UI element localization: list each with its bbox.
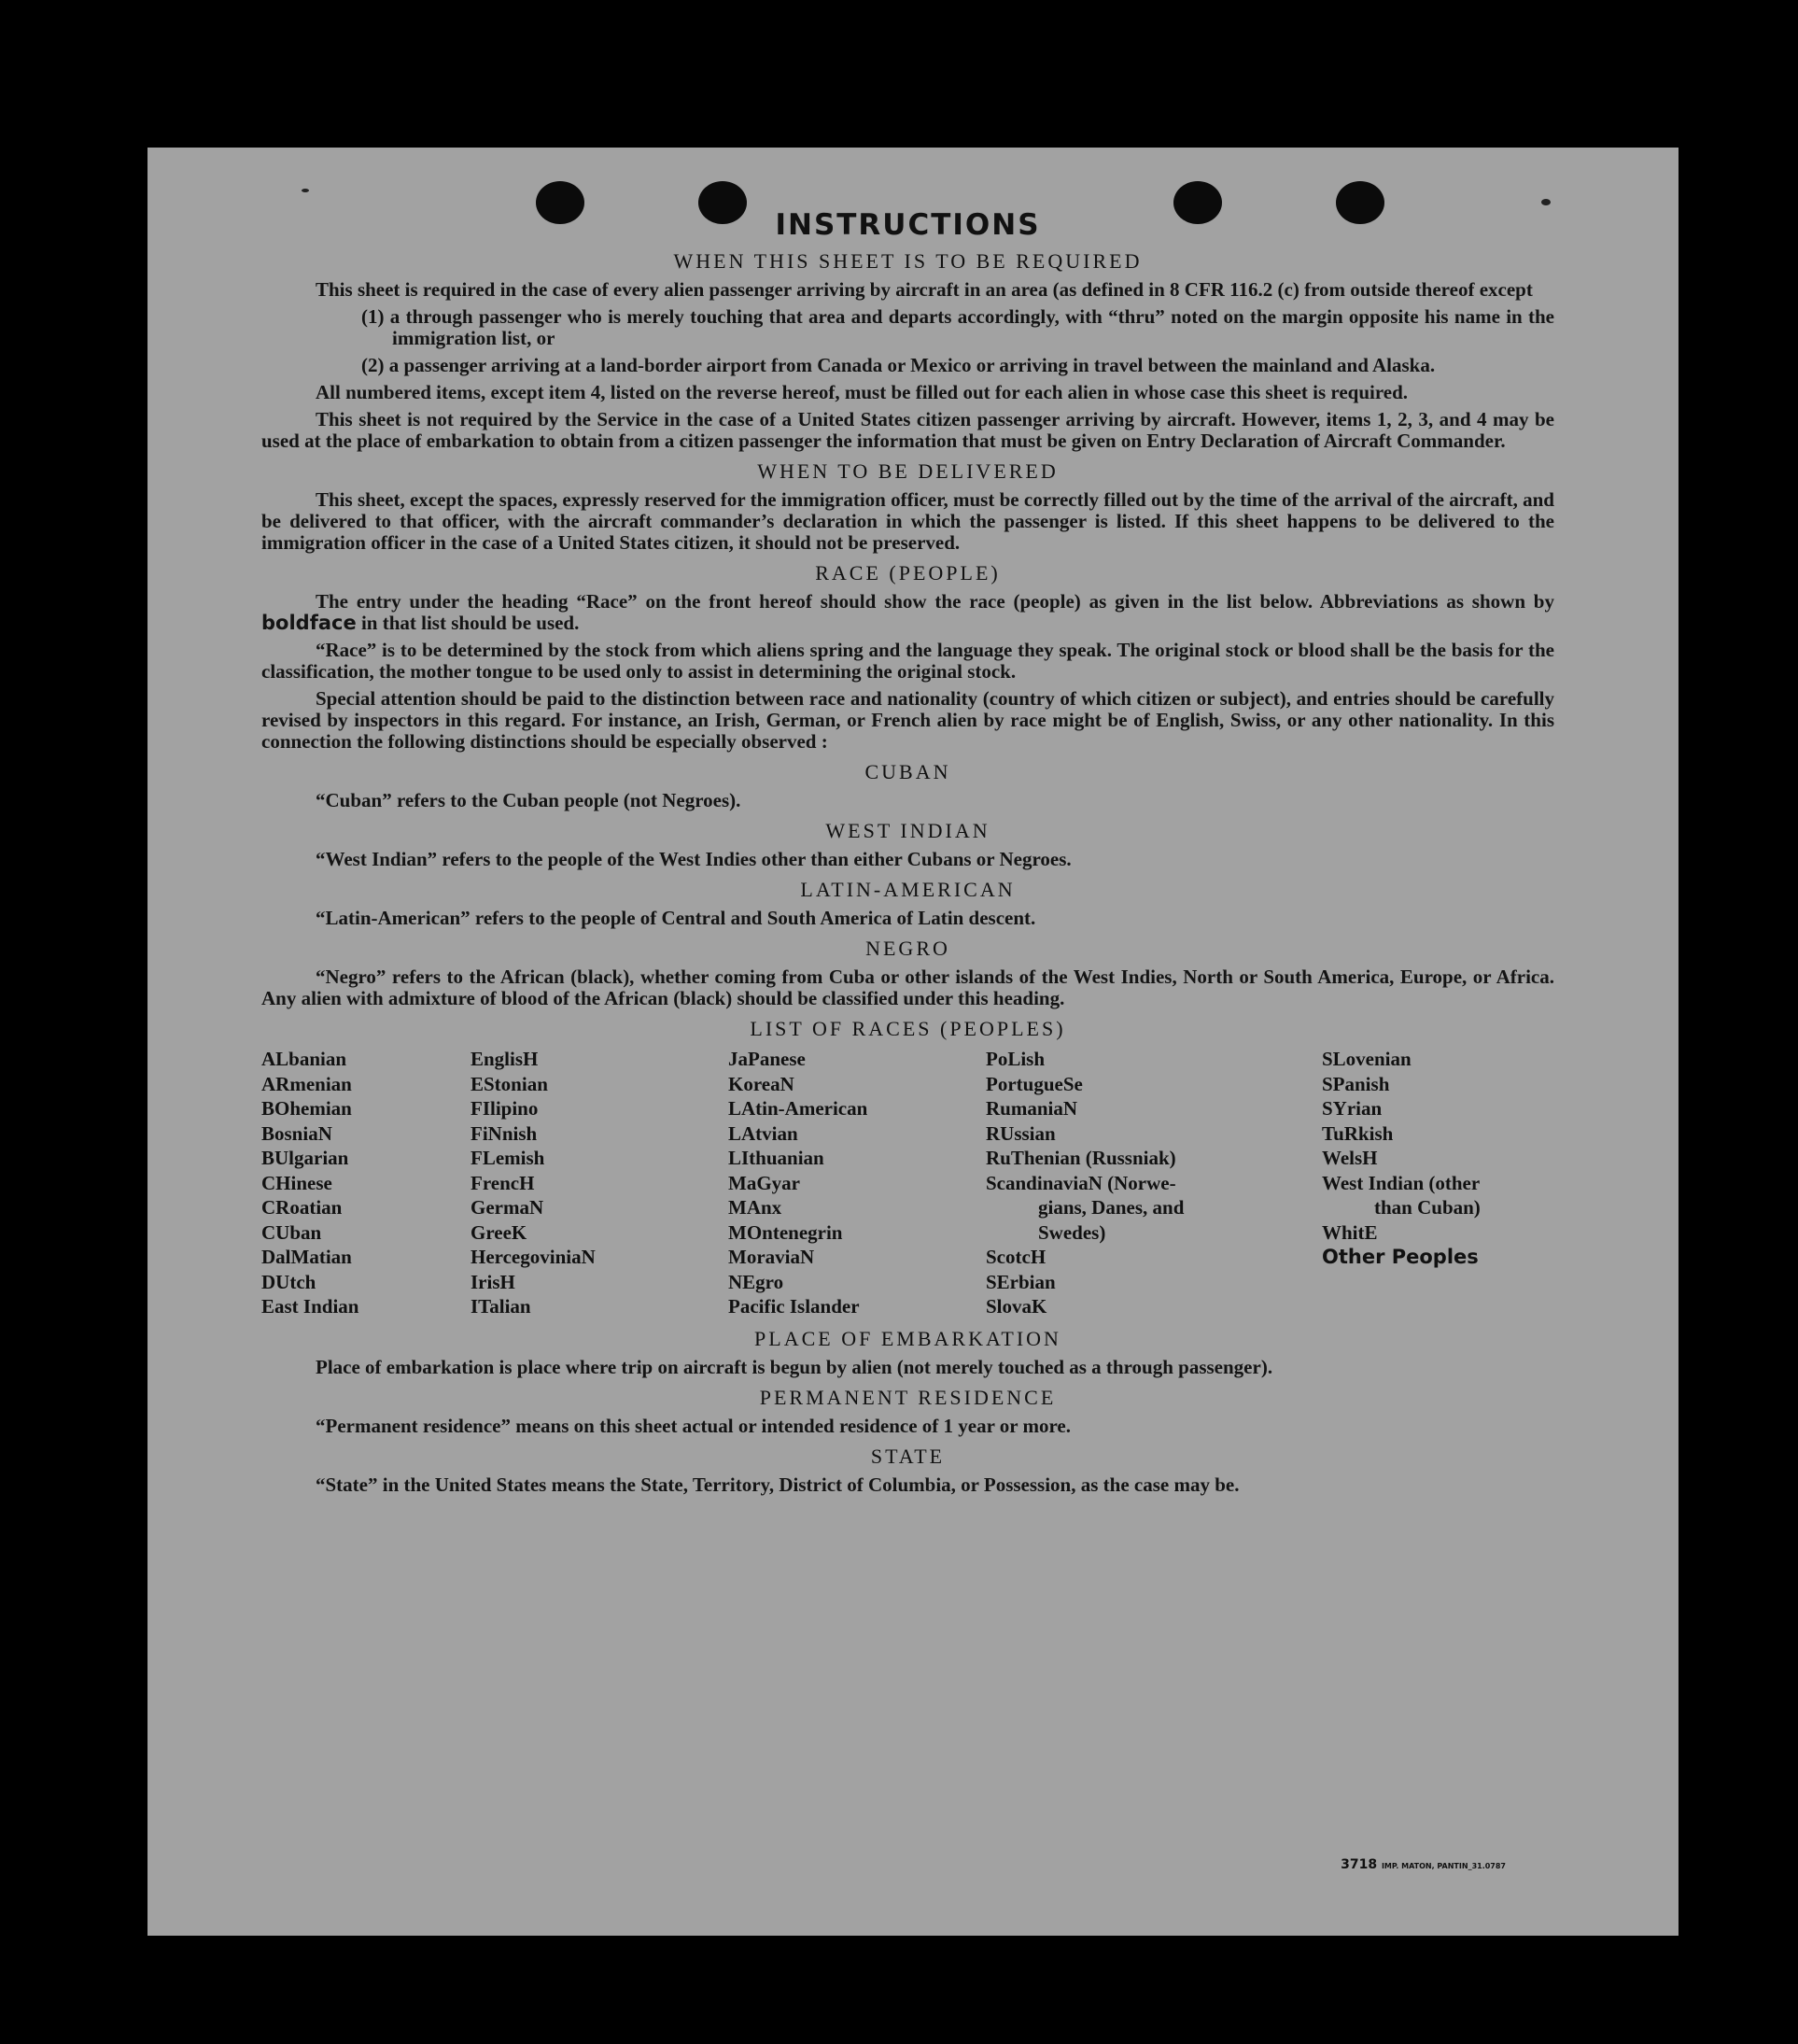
- race-item: LIthuanian: [728, 1147, 824, 1169]
- paragraph-text: in that list should be used.: [360, 612, 580, 634]
- ink-speck: [302, 189, 309, 192]
- races-column: [261, 1047, 471, 1319]
- instructions-content: [261, 208, 1554, 1501]
- race-item: NEgro: [728, 1270, 784, 1293]
- race-item: RUssian: [986, 1121, 1056, 1145]
- races-column: [471, 1047, 728, 1319]
- paragraph: All numbered items, except item 4, listed on the reverse hereof, must be filled out for each alien in whose case this sheet is required.: [316, 381, 1409, 403]
- printer-imprint: [1341, 1857, 1506, 1872]
- race-item: FLemish: [471, 1147, 545, 1169]
- race-item: MaGyar: [728, 1171, 800, 1194]
- section-heading: PERMANENT RESIDENCE: [759, 1385, 1057, 1409]
- list-item: (2) a passenger arriving at a land-border airport from Canada or Mexico or arriving in travel between the mainland and Alaska.: [361, 354, 1436, 376]
- race-item: ARmenian: [261, 1072, 352, 1095]
- paragraph: “Negro” refers to the African (black), whether coming from Cuba or other islands of the West Indies, North or South America, Europe, or Africa. Any alien with admixture of blood of the African (black) should be classified under this heading.: [261, 966, 1554, 1009]
- race-item: MoraviaN: [728, 1246, 815, 1268]
- paragraph: This sheet is not required by the Service in the case of a United States citizen passenger arriving by aircraft. However, items 1, 2, 3, and 4 may be used at the place of embarkation to obtain from a citizen passenger the information that must be given on Entry Declaration of Aircraft Commander.: [261, 408, 1554, 452]
- races-list: [261, 1047, 1554, 1319]
- race-item: FiNnish: [471, 1121, 538, 1145]
- printer-name: IMP. MATON, PANTIN_31.0787: [1381, 1862, 1506, 1870]
- race-item: DalMatian: [261, 1246, 352, 1268]
- race-item-continued: Swedes): [1038, 1220, 1106, 1244]
- paragraph: “Cuban” refers to the Cuban people (not Negroes).: [316, 789, 741, 811]
- race-item: ALbanian: [261, 1048, 347, 1070]
- race-item: CHinese: [261, 1171, 332, 1194]
- race-item: CRoatian: [261, 1196, 343, 1219]
- race-item: SYrian: [1322, 1097, 1383, 1120]
- race-item: SPanish: [1322, 1072, 1390, 1095]
- race-item: ScandinaviaN (Norwe-: [986, 1171, 1176, 1194]
- races-column: [986, 1047, 1322, 1319]
- race-item: FrencH: [471, 1171, 535, 1194]
- page-title: INSTRUCTIONS: [775, 208, 1041, 242]
- paragraph: “Race” is to be determined by the stock from which aliens spring and the language they speak. The original stock or blood shall be the basis for the classification, the mother tongue to be used only to assist in determining the original stock.: [261, 639, 1554, 683]
- race-item: WelsH: [1322, 1147, 1378, 1169]
- paragraph: This sheet is required in the case of every alien passenger arriving by aircraft in an area (as defined in 8 CFR 116.2 (c) from outside thereof except: [316, 278, 1533, 301]
- paragraph: Special attention should be paid to the distinction between race and nationality (country of which citizen or subject), and entries should be carefully revised by inspectors in this regard. For instance, an Irish, German, or French alien by race might be of English, Swiss, or any other nationality. In this connection the following distinctions should be especially observed :: [261, 687, 1554, 753]
- ink-speck: [1541, 199, 1551, 205]
- race-item: Pacific Islander: [728, 1295, 860, 1318]
- race-item: WhitE: [1322, 1220, 1378, 1244]
- race-item: RuThenian (Russniak): [986, 1147, 1176, 1169]
- race-item: RumaniaN: [986, 1097, 1078, 1120]
- paragraph: Place of embarkation is place where trip on aircraft is begun by alien (not merely touched as a through passenger).: [316, 1355, 1273, 1378]
- section-heading: WHEN THIS SHEET IS TO BE REQUIRED: [673, 249, 1143, 273]
- paragraph-text: The entry under the heading “Race” on the front hereof should show the race (people) as given in the list below. Abbreviations as shown by: [316, 590, 1554, 613]
- race-item: East Indian: [261, 1295, 359, 1318]
- section-heading: WEST INDIAN: [825, 819, 990, 842]
- race-item: TuRkish: [1322, 1121, 1394, 1145]
- form-code: 3718: [1341, 1857, 1378, 1872]
- races-column: [1322, 1047, 1554, 1319]
- document-sheet: [147, 148, 1679, 1936]
- race-item: GermaN: [471, 1196, 544, 1219]
- race-item: HercegoviniaN: [471, 1246, 596, 1268]
- paragraph: [261, 591, 1554, 634]
- boldface-word: boldface: [261, 612, 357, 634]
- races-column: [728, 1047, 986, 1319]
- race-item: ITalian: [471, 1295, 531, 1318]
- race-item-continued: gians, Danes, and: [1038, 1196, 1185, 1219]
- section-heading: STATE: [870, 1444, 946, 1468]
- paragraph: “Latin-American” refers to the people of Central and South America of Latin descent.: [316, 907, 1036, 929]
- section-heading: PLACE OF EMBARKATION: [754, 1326, 1061, 1350]
- race-item: FIlipino: [471, 1097, 539, 1120]
- section-heading: RACE (PEOPLE): [815, 561, 1001, 585]
- race-item: BUlgarian: [261, 1147, 349, 1169]
- section-heading: CUBAN: [864, 760, 951, 783]
- race-item: PortugueSe: [986, 1072, 1083, 1095]
- race-item: PoLish: [986, 1048, 1046, 1070]
- race-item: LAtvian: [728, 1121, 798, 1145]
- section-heading: LIST OF RACES (PEOPLES): [750, 1017, 1066, 1040]
- race-item: BOhemian: [261, 1097, 352, 1120]
- race-item: KoreaN: [728, 1072, 794, 1095]
- race-item: IrisH: [471, 1270, 515, 1293]
- race-item: MOntenegrin: [728, 1220, 843, 1244]
- race-item: MAnx: [728, 1196, 782, 1219]
- paragraph: “West Indian” refers to the people of the West Indies other than either Cubans or Negroes.: [316, 848, 1072, 870]
- race-item: JaPanese: [728, 1048, 806, 1070]
- race-item: GreeK: [471, 1220, 527, 1244]
- race-item: CUban: [261, 1220, 322, 1244]
- race-item: EStonian: [471, 1072, 548, 1095]
- race-item: LAtin-American: [728, 1097, 868, 1120]
- race-item: West Indian (other: [1322, 1171, 1481, 1194]
- paragraph: “State” in the United States means the State, Territory, District of Columbia, or Possession, as the case may be.: [316, 1473, 1240, 1496]
- race-item: ScotcH: [986, 1246, 1046, 1268]
- list-item: (1) a through passenger who is merely touching that area and departs accordingly, with “thru” noted on the margin opposite his name in the immigration list, or: [361, 305, 1554, 349]
- section-heading: NEGRO: [865, 937, 950, 960]
- section-heading: WHEN TO BE DELIVERED: [757, 459, 1059, 483]
- race-item: EnglisH: [471, 1048, 539, 1070]
- race-item-continued: than Cuban): [1374, 1196, 1481, 1219]
- section-heading: LATIN-AMERICAN: [800, 878, 1016, 901]
- race-item: BosniaN: [261, 1121, 332, 1145]
- race-item: SLovenian: [1322, 1048, 1412, 1070]
- paragraph: “Permanent residence” means on this sheet actual or intended residence of 1 year or more.: [316, 1414, 1071, 1437]
- race-item: SlovaK: [986, 1295, 1047, 1318]
- race-item: SErbian: [986, 1270, 1056, 1293]
- race-item: Other Peoples: [1322, 1246, 1479, 1268]
- race-item: DUtch: [261, 1270, 316, 1293]
- paragraph: This sheet, except the spaces, expressly reserved for the immigration officer, must be correctly filled out by the time of the arrival of the aircraft, and be delivered to that officer, with the aircraft commander’s declaration in which the passenger is listed. If this sheet happens to be delivered to the immigration officer in the case of a United States citizen, it should not be preserved.: [261, 488, 1554, 554]
